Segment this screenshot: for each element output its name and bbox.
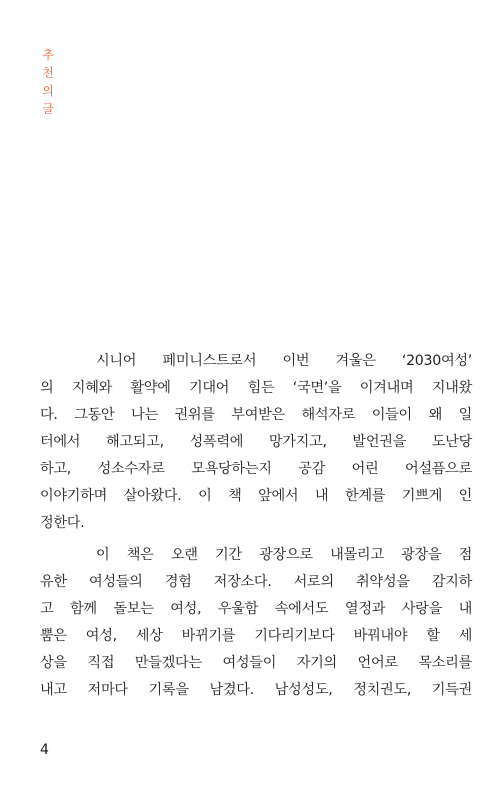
text-line: 이 책은 오랜 기간 광장으로 내몰리고 광장을 점	[96, 547, 472, 563]
text-line: 의 지혜와 활약에 기대어 힘든 ‘국면’을 이겨내며 지내왔	[40, 380, 472, 396]
text-line: 뿜은 여성, 세상 바뀌기를 기다리기보다 바꿔내야 할 세	[40, 628, 472, 644]
section-label-char: 의	[42, 84, 54, 98]
text-line: 유한 여성들의 경험 저장소다. 서로의 취약성을 감지하	[40, 574, 472, 590]
text-line: 내고 저마다 기록을 남겼다. 남성성도, 정치권도, 기득권	[40, 682, 472, 698]
section-label	[40, 46, 56, 118]
text-line: 터에서 해고되고, 성폭력에 망가지고, 발언권을 도난당	[40, 434, 472, 450]
text-line: 하고, 성소수자로 모욕당하는지 공감 어린 어설픔으로	[40, 461, 472, 477]
text-line: 다. 그동안 나는 권위를 부여받은 해석자로 이들이 왜 일	[40, 407, 472, 423]
text-line: 이야기하며 살아왔다. 이 책 앞에서 내 한계를 기쁘게 인	[40, 488, 472, 504]
section-label-char: 천	[42, 66, 54, 80]
section-label-char: 추	[42, 48, 54, 62]
page-number: 4	[40, 742, 49, 758]
body-text	[40, 348, 472, 709]
text-line: 고 함께 돌보는 여성, 우울함 속에서도 열정과 사랑을 내	[40, 601, 472, 617]
text-line: 시니어 페미니스트로서 이번 겨울은 ‘2030여성’	[96, 353, 472, 369]
text-line: 정한다.	[40, 515, 85, 531]
section-label-char: 글	[42, 102, 54, 116]
text-line: 상을 직접 만들겠다는 여성들이 자기의 언어로 목소리를	[40, 655, 472, 671]
paragraph	[40, 348, 472, 537]
paragraph	[40, 542, 472, 704]
